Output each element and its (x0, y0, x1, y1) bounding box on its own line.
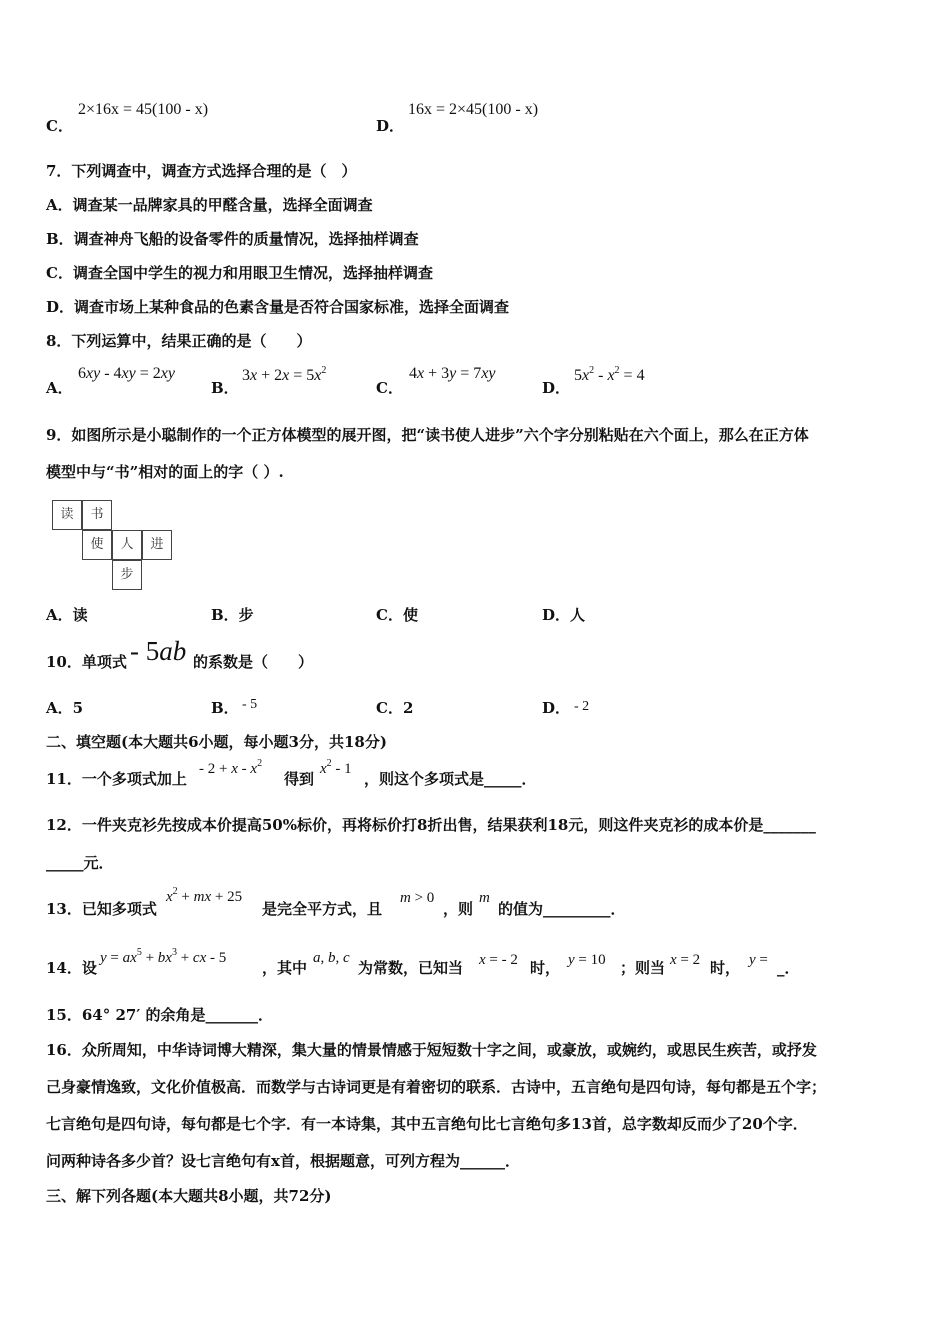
q14-y-var: y = (749, 952, 768, 968)
q6-option-d-formula: 16x = 2×45(100 - x) (408, 101, 539, 118)
net-cell-du: 读 (52, 500, 82, 530)
q8-option-c-formula: 4x + 3y = 7xy (409, 365, 496, 382)
q10-option-b-value: - 5 (242, 697, 258, 712)
q10-option-c: C．2 (376, 699, 414, 717)
q14-mid2: 为常数，已知当 (358, 959, 464, 977)
net-cell-bu: 步 (112, 560, 142, 590)
q7-stem: 7．下列调查中，调查方式选择合理的是（ ） (46, 162, 357, 180)
q14-suffix: _． (777, 959, 800, 977)
q8-option-b-formula: $3x + 2x = 5x^2$ (242, 365, 327, 384)
q6-option-c-label: C． (46, 117, 73, 135)
q16-line4: 问两种诗各多少首？设七言绝句有x首，根据题意，可列方程为______． (46, 1152, 520, 1170)
q15-text: 15．64° 27′ 的余角是_______． (46, 1006, 274, 1024)
q10-option-d-label: D． (542, 699, 571, 717)
q9-stem-line1: 9．如图所示是小聪制作的一个正方体模型的展开图，把“读书使人进步”六个字分别粘贴在六个面上，那么在正方体 (46, 426, 809, 444)
q14-mid4: ；则当 (620, 959, 666, 977)
net-cell-ren: 人 (112, 530, 142, 560)
q16-line1: 16．众所周知，中华诗词博大精深，集大量的情景情感于短短数十字之间，或豪放，或婉约，或思民生疾苦，或抒发 (46, 1041, 817, 1059)
q9-option-a: A．读 (46, 606, 88, 624)
net-cell-jin: 进 (142, 530, 172, 560)
q9-option-b: B．步 (211, 606, 254, 624)
q8-option-a-formula: 6xy - 4xy = 2xy (78, 365, 175, 382)
q10-option-a: A．5 (46, 699, 84, 717)
q6-option-c-formula: 2×16x = 45(100 - x) (78, 101, 209, 118)
q8-option-d-formula: $5x^2 - x^2 = 4$ (574, 365, 645, 384)
q10-stem-suffix: 的系数是（ ） (193, 653, 314, 671)
q10-option-d-value: - 2 (574, 699, 590, 714)
q14-cond3: x = 2 (670, 952, 701, 968)
q10-monomial: - 5ab (130, 636, 187, 666)
q7-option-a: A．调查某一品牌家具的甲醛含量，选择全面调查 (46, 196, 373, 214)
q12-line1: 12．一件夹克衫先按成本价提高50%标价，再将标价打8折出售，结果获利18元，则这件夹克衫的成本价是_______ (46, 816, 816, 834)
q14-mid3: 时， (530, 959, 561, 977)
q14-mid1: ，其中 (262, 959, 308, 977)
q13-mid2: ，则 (443, 900, 474, 918)
q14-cond2: y = 10 (568, 952, 606, 968)
q10-stem-prefix: 10．单项式 (46, 653, 127, 671)
q6-option-d-label: D． (376, 117, 405, 135)
q13-suffix: 的值为_________． (498, 900, 626, 918)
q11-suffix: ，则这个多项式是_____． (364, 770, 537, 788)
q11-mid: 得到 (284, 770, 315, 788)
q13-mid1: 是完全平方式，且 (262, 900, 383, 918)
q13-prefix: 13．已知多项式 (46, 900, 157, 918)
q14-function: $y = ax^5 + bx^3$ + cx - 5 (100, 947, 227, 966)
q9-stem-line2: 模型中与“书”相对的面上的字（ ）. (46, 463, 284, 481)
q9-option-d: D．人 (542, 606, 586, 624)
q8-option-d-label: D． (542, 379, 571, 397)
q14-prefix: 14．设 (46, 959, 97, 977)
q11-prefix: 11．一个多项式加上 (46, 770, 187, 788)
q14-mid5: 时， (710, 959, 741, 977)
net-cell-shi: 使 (82, 530, 112, 560)
q7-option-c: C．调查全国中学生的视力和用眼卫生情况，选择抽样调查 (46, 264, 433, 282)
section-3-heading: 三、解下列各题(本大题共8小题，共72分) (46, 1187, 332, 1205)
q14-constants: a, b, c (313, 950, 350, 966)
q8-stem: 8．下列运算中，结果正确的是（ ） (46, 332, 312, 350)
q8-option-b-label: B． (211, 379, 239, 397)
q12-line2: _____元． (46, 854, 114, 872)
net-cell-shu: 书 (82, 500, 112, 530)
q16-line2: 己身豪情逸致，文化价值极高．而数学与古诗词更是有着密切的联系．古诗中，五言绝句是四句诗，每句都是五个字； (46, 1078, 827, 1096)
q16-line3: 七言绝句是四句诗，每句都是七个字．有一本诗集，其中五言绝句比七言绝句多13首，总字数却反而少了20个字． (46, 1115, 808, 1133)
q10-option-b-label: B． (211, 699, 239, 717)
q14-cond1: x = - 2 (479, 952, 518, 968)
q7-option-b: B．调查神舟飞船的设备零件的质量情况，选择抽样调查 (46, 230, 419, 248)
q7-option-d: D．调查市场上某种食品的色素含量是否符合国家标准，选择全面调查 (46, 298, 510, 316)
q11-expr2: $x^2 - 1$ (320, 758, 352, 777)
q8-option-a-label: A． (46, 379, 73, 397)
q13-expr: $x^2$ + mx + 25 (166, 886, 243, 905)
q11-expr1: - $2 + x - x^2$ (199, 758, 263, 777)
section-2-heading: 二、填空题(本大题共6小题，每小题3分，共18分) (46, 733, 387, 751)
q13-var: m (479, 890, 490, 906)
q9-option-c: C．使 (376, 606, 418, 624)
q13-condition: m > 0 (400, 890, 435, 906)
q8-option-c-label: C． (376, 379, 403, 397)
cube-net-diagram (52, 500, 182, 592)
